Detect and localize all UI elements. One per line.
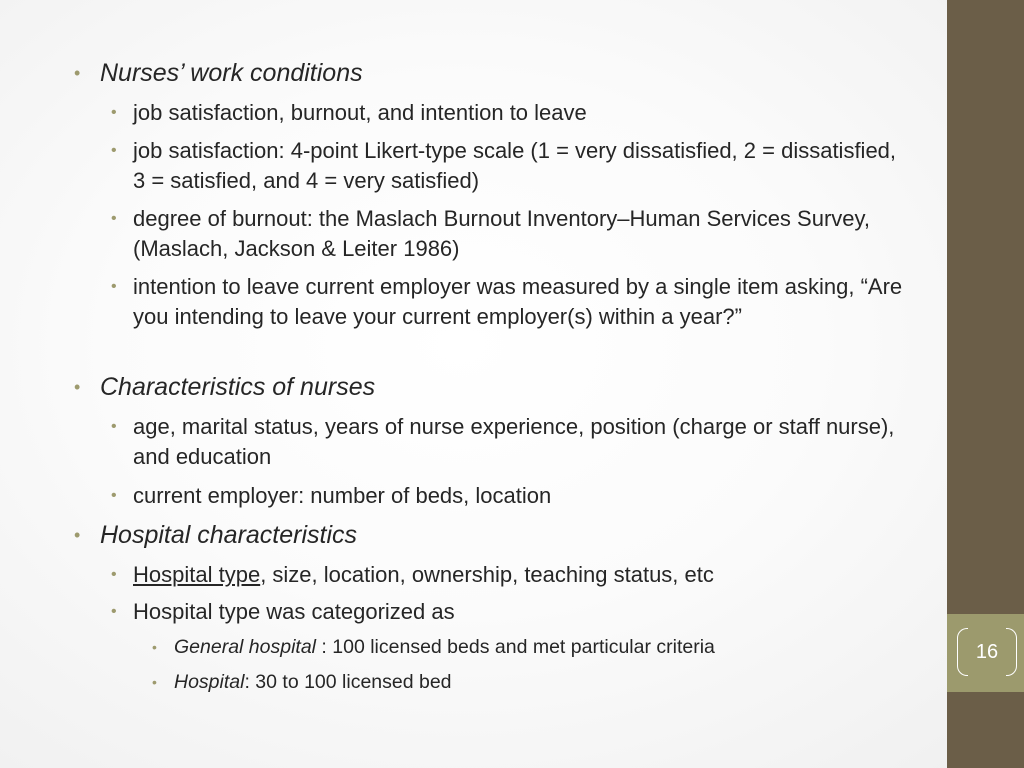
list-item: • age, marital status, years of nurse experience, position (charge or staff nurse), and education bbox=[111, 414, 895, 469]
list-item: • Hospital type was categorized as bbox=[111, 599, 455, 624]
heading-hospital-characteristics: • Hospital characteristics bbox=[74, 521, 358, 549]
page-number: 16 bbox=[957, 628, 1017, 676]
list-item: • current employer: number of beds, location bbox=[111, 483, 552, 508]
list-item: • job satisfaction: 4-point Likert-type scale (1 = very dissatisfied, 2 = dissatisfied, 3 = satisfied, and 4 = very satisfied) bbox=[111, 138, 897, 193]
heading-nurses-work-conditions: • Nurses’ work conditions bbox=[74, 59, 363, 87]
list-item: • job satisfaction, burnout, and intention to leave bbox=[111, 100, 587, 125]
sub-list-item: • Hospital: 30 to 100 licensed bed bbox=[152, 671, 452, 693]
hospital-type-term: Hospital type bbox=[133, 562, 261, 587]
list-item: • Hospital type, size, location, ownership, teaching status, etc bbox=[111, 562, 714, 587]
heading-characteristics-of-nurses: • Characteristics of nurses bbox=[74, 373, 376, 401]
list-item: • degree of burnout: the Maslach Burnout Inventory–Human Services Survey, (Maslach, Jackson & Leiter 1986) bbox=[111, 206, 870, 261]
sub-list-item: • General hospital : 100 licensed beds and met particular criteria bbox=[152, 636, 715, 658]
list-item: • intention to leave current employer was measured by a single item asking, “Are you intending to leave your current employer(s) within a year?” bbox=[111, 274, 903, 329]
